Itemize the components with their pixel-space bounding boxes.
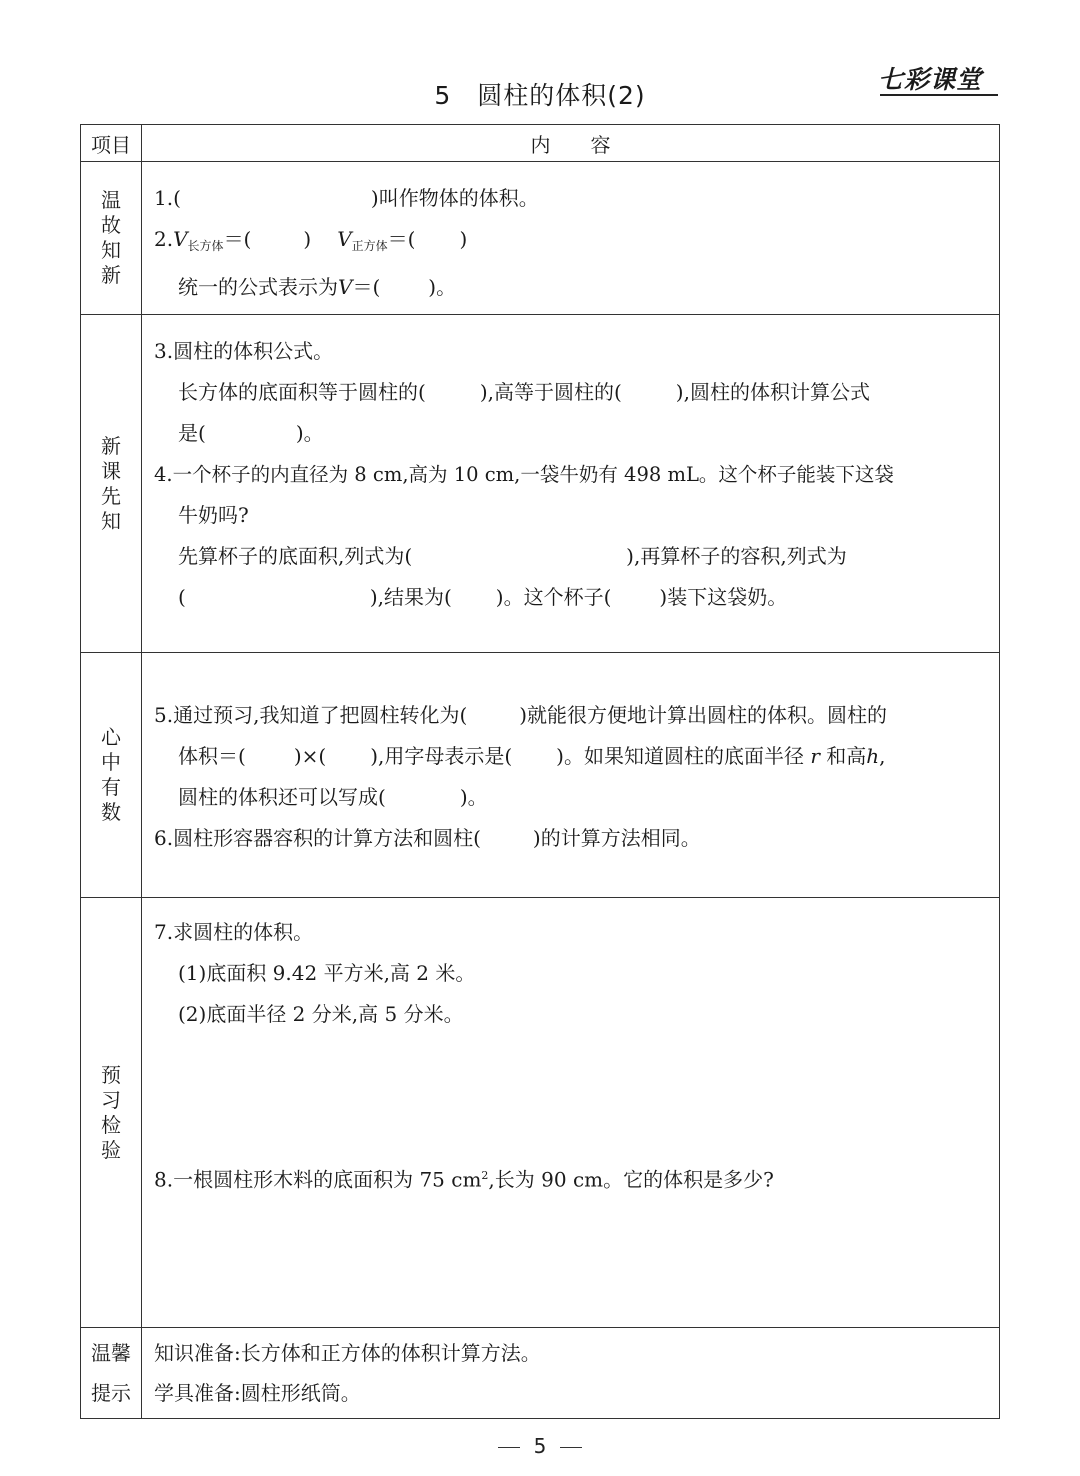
brand-text: 七彩课堂	[878, 65, 983, 94]
q2-line2: 统一的公式表示为V＝( )。	[178, 275, 457, 299]
check-label-cell	[81, 898, 142, 1328]
q7-answer-space[interactable]	[154, 1035, 991, 1155]
new-content	[142, 315, 1000, 653]
page-number: 5	[0, 1434, 1080, 1458]
q4-line4: ( ),结果为( )。这个杯子( )装下这袋奶。	[178, 585, 788, 609]
q4-line3: 先算杯子的底面积,列式为( ),再算杯子的容积,列式为	[178, 544, 847, 568]
q4-line2: 牛奶吗?	[178, 503, 249, 527]
q8-answer-space[interactable]	[154, 1201, 991, 1311]
review-label: 温故知新	[101, 188, 121, 287]
q3-line2: 长方体的底面积等于圆柱的( ),高等于圆柱的( ),圆柱的体积计算公式	[178, 380, 870, 404]
header-item: 项目	[81, 125, 142, 162]
check-label: 预习检验	[101, 1062, 121, 1162]
tips-line2: 学具准备:圆柱形纸筒。	[154, 1381, 361, 1405]
check-content	[142, 898, 1000, 1328]
table-header-row	[81, 125, 1000, 162]
tips-line1: 知识准备:长方体和正方体的体积计算方法。	[154, 1341, 541, 1365]
mind-label-cell	[81, 653, 142, 898]
q8-line: 8.一根圆柱形木料的底面积为 75 $cm^2$,长为 90 cm。它的体积是多少?	[154, 1167, 774, 1192]
tips-label-cell	[81, 1328, 142, 1419]
tips-content	[142, 1328, 1000, 1419]
q4-line1: 4.一个杯子的内直径为 8 cm,高为 10 cm,一袋牛奶有 498 mL。这个杯子能装下这袋	[154, 463, 894, 486]
page-title: 5 圆柱的体积(2)	[434, 81, 646, 110]
q5-line1: 5.通过预习,我知道了把圆柱转化为( )就能很方便地计算出圆柱的体积。圆柱的	[154, 703, 888, 727]
check-row	[81, 898, 1000, 1328]
brand-logo	[878, 60, 1000, 98]
q7-line1: 7.求圆柱的体积。	[154, 920, 314, 944]
q5-line3: 圆柱的体积还可以写成( )。	[178, 785, 488, 809]
new-label-cell	[81, 315, 142, 653]
worksheet-table	[80, 124, 1000, 1419]
brand-underline	[880, 94, 998, 96]
header-content: 内容	[142, 125, 1000, 162]
q6-line: 6.圆柱形容器容积的计算方法和圆柱( )的计算方法相同。	[154, 826, 701, 850]
q5-line2: 体积＝( )×( ),用字母表示是( )。如果知道圆柱的底面半径 r 和高h,	[178, 744, 886, 768]
page-number-dash-left	[498, 1447, 520, 1449]
tips-row	[81, 1328, 1000, 1419]
mind-content	[142, 653, 1000, 898]
q7-line2: (1)底面积 9.42 平方米,高 2 米。	[178, 961, 476, 985]
review-label-cell	[81, 162, 142, 315]
tips-label-line2: 提示	[91, 1381, 131, 1405]
review-row	[81, 162, 1000, 315]
page-number-dash-right	[560, 1447, 582, 1449]
q7-line3: (2)底面半径 2 分米,高 5 分米。	[178, 1002, 464, 1026]
new-row	[81, 315, 1000, 653]
tips-label-line1: 温馨	[91, 1341, 131, 1365]
q3-line3: 是( )。	[178, 421, 324, 445]
q1-line: 1.( )叫作物体的体积。	[154, 186, 539, 210]
review-content	[142, 162, 1000, 315]
q3-line1: 3.圆柱的体积公式。	[154, 339, 334, 363]
new-label: 新课先知	[101, 433, 121, 533]
mind-label: 心中有数	[101, 725, 121, 824]
q2-line: $2.V_{长方体}=$( ) $V_{正方体}=$( )	[154, 227, 468, 253]
mind-row	[81, 653, 1000, 898]
